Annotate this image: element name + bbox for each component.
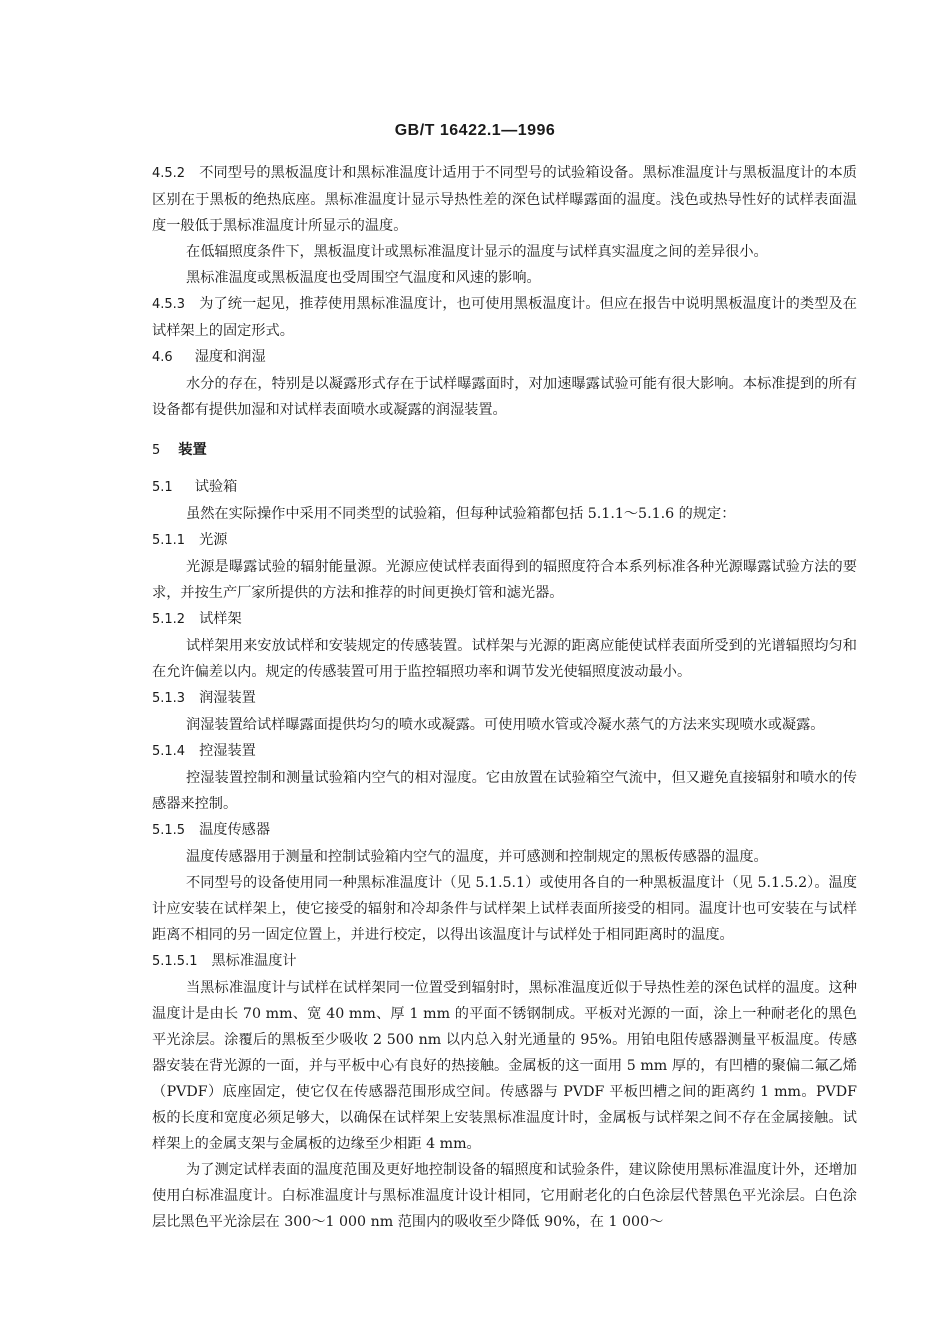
clause-title: 黑标准温度计	[211, 953, 297, 969]
paragraph-4-6-moisture: 水分的存在，特别是以凝露形式存在于试样曝露面时，对加速曝露试验可能有很大影响。本标准提到的所有设备都有提供加湿和对试样表面喷水或凝露的润湿装置。	[152, 376, 857, 418]
paragraph-4-5-3	[152, 291, 857, 344]
clause-title: 湿度和润湿	[194, 349, 266, 365]
clause-number: 4.5.3	[152, 297, 186, 312]
clause-text: 为了统一起见，推荐使用黑标准温度计，也可使用黑板温度计。但应在报告中说明黑板温度计的类型及在试样架上的固定形式。	[152, 296, 857, 339]
clause-number: 5.1.4	[152, 744, 186, 759]
clause-title: 控湿装置	[199, 743, 256, 759]
clause-title: 温度传感器	[199, 822, 271, 838]
clause-number: 4.6	[152, 350, 173, 365]
heading-5-1-5-1	[152, 948, 857, 975]
paragraph-5-1-5-1-b: 为了测定试样表面的温度范围及更好地控制设备的辐照度和试验条件，建议除使用黑标准温度计外，还增加使用白标准温度计。白标准温度计与黑标准温度计设计相同，它用耐老化的白色涂层代替黑色平光涂层。白色涂层比黑色平光涂层在 300～1 000 nm 范围内的吸收至少降低 90%，在 1 000～	[152, 1162, 857, 1230]
clause-number: 5.1.5	[152, 823, 186, 838]
heading-4-6	[152, 344, 857, 371]
paragraph-5-1-5-b: 不同型号的设备使用同一种黑标准温度计（见 5.1.5.1）或使用各自的一种黑板温度计（见 5.1.5.2）。温度计应安装在试样架上，使它接受的辐射和冷却条件与试样架上试样表面所接受的相同。温度计也可安装在与试样距离不相同的另一固定位置上，并进行校定，以得出该温度计与试样处于相同距离时的温度。	[152, 875, 857, 943]
heading-5-1-3	[152, 685, 857, 712]
clause-number: 4.5.2	[152, 166, 186, 181]
paragraph-5-1-4: 控湿装置控制和测量试验箱内空气的相对湿度。它由放置在试验箱空气流中，但又避免直接辐射和喷水的传感器来控制。	[152, 770, 857, 812]
clause-text: 不同型号的黑板温度计和黑标准温度计适用于不同型号的试验箱设备。黑标准温度计与黑板温度计的本质区别在于黑板的绝热底座。黑标准温度计显示导热性差的深色试样曝露面的温度。浅色或热导性好的试样表面温度一般低于黑标准温度计所显示的温度。	[152, 165, 857, 234]
document-body	[152, 160, 857, 1235]
clause-number: 5.1.5.1	[152, 954, 198, 969]
clause-title: 试验箱	[194, 479, 238, 495]
chapter-heading-5	[152, 437, 857, 464]
heading-5-1	[152, 474, 857, 501]
heading-5-1-2	[152, 606, 857, 633]
paragraph-5-1-5-1-a: 当黑标准温度计与试样在试样架同一位置受到辐射时，黑标准温度近似于导热性差的深色试样的温度。这种温度计是由长 70 mm、宽 40 mm、厚 1 mm 的平面不锈钢制成。平板对光源的一面，涂上一种耐老化的黑色平光涂层。涂覆后的黑板至少吸收 2 500 nm 以内总入射光通量的 95%。用铂电阻传感器测量平板温度。传感器安装在背光源的一面，并与平板中心有良好的热接触。金属板的这一面用 5 mm 厚的，有凹槽的聚偏二氟乙烯（PVDF）底座固定，使它仅在传感器范围形成空间。传感器与 PVDF 平板凹槽之间的距离约 1 mm。PVDF 板的长度和宽度必须足够大，以确保在试样架上安装黑标准温度计时，金属板与试样架之间不存在金属接触。试样架上的金属支架与金属板的边缘至少相距 4 mm。	[152, 980, 857, 1152]
paragraph-4-5-2	[152, 160, 857, 239]
heading-5-1-4	[152, 738, 857, 765]
page-header-standard-code: GB/T 16422.1—1996	[394, 122, 556, 139]
paragraph-5-1-3: 润湿装置给试样曝露面提供均匀的喷水或凝露。可使用喷水管或冷凝水蒸气的方法来实现喷水或凝露。	[186, 717, 825, 733]
paragraph-5-1-1: 光源是曝露试验的辐射能量源。光源应使试样表面得到的辐照度符合本系列标准各种光源曝露试验方法的要求，并按生产厂家所提供的方法和推荐的时间更换灯管和滤光器。	[152, 559, 857, 601]
chapter-title: 装置	[178, 442, 207, 458]
paragraph-4-5-2-low-irradiance: 在低辐照度条件下，黑板温度计或黑标准温度计显示的温度与试样真实温度之间的差异很小。	[186, 244, 768, 260]
clause-number: 5.1.3	[152, 691, 186, 706]
heading-5-1-5	[152, 817, 857, 844]
paragraph-5-1-5-a: 温度传感器用于测量和控制试验箱内空气的温度，并可感测和控制规定的黑板传感器的温度。	[186, 849, 768, 865]
paragraph-5-1-2: 试样架用来安放试样和安装规定的传感装置。试样架与光源的距离应能使试样表面所受到的光谱辐照均匀和在允许偏差以内。规定的传感装置可用于监控辐照功率和调节发光使辐照度波动最小。	[152, 638, 857, 680]
paragraph-5-1: 虽然在实际操作中采用不同类型的试验箱，但每种试验箱都包括 5.1.1～5.1.6 的规定：	[186, 506, 736, 522]
paragraph-4-5-2-air-temperature: 黑标准温度或黑板温度也受周围空气温度和风速的影响。	[186, 270, 541, 286]
clause-title: 光源	[199, 532, 228, 548]
clause-title: 润湿装置	[199, 690, 256, 706]
heading-5-1-1	[152, 527, 857, 554]
chapter-number: 5	[152, 443, 161, 458]
clause-title: 试样架	[199, 611, 242, 627]
clause-number: 5.1	[152, 480, 173, 495]
clause-number: 5.1.1	[152, 533, 186, 548]
clause-number: 5.1.2	[152, 612, 186, 627]
